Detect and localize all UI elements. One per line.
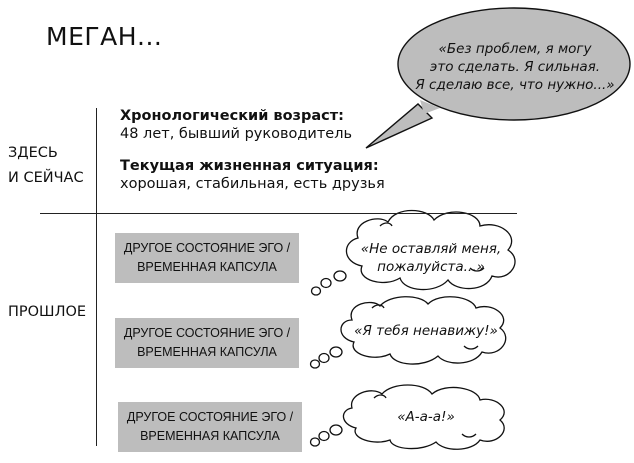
thought-text-2 [348, 322, 504, 340]
ego-state-1-line2: ВРЕМЕННАЯ КАПСУЛА [137, 260, 277, 274]
present-label [8, 141, 84, 191]
ego-state-box-3 [118, 402, 302, 452]
thought-1-line2: пожалуйста...» [377, 259, 485, 275]
ego-state-3-line2: ВРЕМЕННАЯ КАПСУЛА [140, 429, 280, 443]
present-label-line2: И СЕЙЧАС [8, 170, 84, 186]
ego-state-box-1 [115, 233, 299, 283]
ego-state-box-2 [115, 318, 299, 368]
speech-line1: «Без проблем, я могу [438, 41, 592, 57]
situation-value: хорошая, стабильная, есть друзья [120, 176, 385, 192]
ego-state-2-line1: ДРУГОЕ СОСТОЯНИЕ ЭГО / [123, 326, 291, 340]
thought-text-3 [356, 408, 496, 426]
past-label: ПРОШЛОЕ [8, 304, 87, 320]
thought-text-1 [356, 240, 506, 276]
present-label-line1: ЗДЕСЬ [8, 145, 58, 161]
speech-line3: Я сделаю все, что нужно...» [415, 77, 615, 93]
ego-state-3-line1: ДРУГОЕ СОСТОЯНИЕ ЭГО / [126, 410, 294, 424]
horizontal-divider [40, 213, 517, 214]
ego-state-2-line2: ВРЕМЕННАЯ КАПСУЛА [137, 345, 277, 359]
thought-1-line1: «Не оставляй меня, [360, 241, 502, 257]
thought-2-line1: «Я тебя ненавижу!» [354, 323, 498, 339]
diagram-title: МЕГАН... [46, 22, 163, 51]
ego-state-1-line1: ДРУГОЕ СОСТОЯНИЕ ЭГО / [123, 241, 291, 255]
vertical-divider [96, 108, 97, 446]
speech-line2: это сделать. Я сильная. [429, 59, 601, 75]
age-heading: Хронологический возраст: [120, 108, 344, 124]
situation-heading: Текущая жизненная ситуация: [120, 158, 379, 174]
speech-text [404, 40, 626, 94]
thought-3-line1: «А-а-а!» [397, 409, 455, 425]
age-value: 48 лет, бывший руководитель [120, 126, 353, 142]
